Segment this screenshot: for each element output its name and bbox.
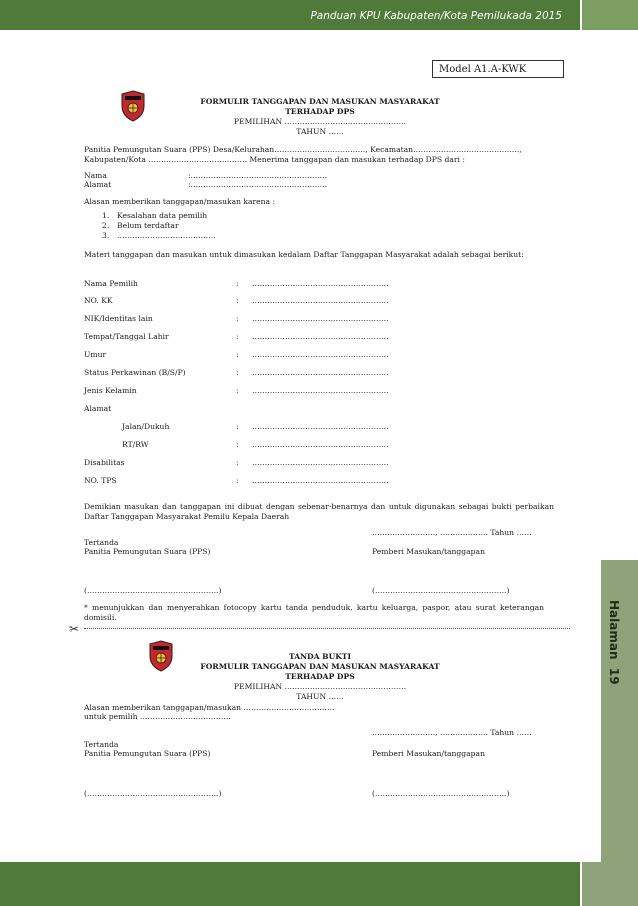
- field-dots: ………………………………………………: [252, 386, 389, 395]
- field-colon: :: [236, 350, 239, 359]
- receipt-date-line: ……………………., ………………. Tahun ……: [372, 728, 532, 737]
- field-dots: ………………………………………………: [252, 422, 389, 431]
- rtrw-label: RT/RW: [122, 440, 149, 449]
- notps-label: NO. TPS: [84, 476, 117, 485]
- field-colon: :: [236, 296, 239, 305]
- form-title-2: TERHADAP DPS: [285, 107, 355, 116]
- field-colon: :: [236, 458, 239, 467]
- reason-num: 1.: [102, 211, 110, 220]
- field-dots: ………………………………………………: [252, 476, 389, 485]
- footer-tab: [582, 862, 638, 906]
- nama-label: Nama: [84, 171, 107, 180]
- pps-label: Panitia Pemungutan Suara (PPS): [84, 547, 211, 556]
- jalan-label: Jalan/Dukuh: [122, 422, 170, 431]
- page-number: 19: [607, 667, 621, 685]
- receipt-line-1: Alasan memberikan tanggapan/masukan ………………………………: [84, 703, 335, 712]
- reason-text: Belum terdaftar: [117, 221, 179, 230]
- form-tahun: TAHUN ……: [296, 127, 344, 136]
- field-colon: :: [236, 279, 239, 288]
- reason-text: …………………………………: [117, 231, 216, 240]
- materi-text: Materi tanggapan dan masukan untuk dimasukan kedalam Daftar Tanggapan Masyarakat adalah sebagai berikut:: [84, 250, 524, 259]
- alamat-value: :………………………………………………: [188, 180, 328, 189]
- field-label: Status Perkawinan (B/S/P): [84, 368, 186, 377]
- field-label: NIK/Identitas lain: [84, 314, 153, 323]
- field-colon: :: [236, 440, 239, 449]
- page-label: Halaman: [607, 600, 621, 660]
- field-colon: :: [236, 332, 239, 341]
- receipt-title-0: TANDA BUKTI: [288, 652, 352, 661]
- field-dots: ………………………………………………: [252, 368, 389, 377]
- page-number-label: [607, 600, 621, 685]
- form-intro-2: Kabupaten/Kota ………………………………… Menerima tanggapan dan masukan terhadap DPS dari :: [84, 155, 465, 164]
- field-dots: ………………………………………………: [252, 458, 389, 467]
- form-intro-1: Panitia Pemungutan Suara (PPS) Desa/Kelurahan………………………………, Kecamatan……………………………………,: [84, 145, 522, 154]
- tertanda: Tertanda: [84, 538, 119, 547]
- form-title-1: FORMULIR TANGGAPAN DAN MASUKAN MASYARAKAT: [200, 97, 440, 106]
- alasan-intro: Alasan memberikan tanggapan/masukan karena :: [84, 197, 276, 206]
- footer-bar: [0, 862, 580, 906]
- alamat-label: Alamat: [84, 180, 112, 189]
- receipt-tertanda: Tertanda: [84, 740, 119, 749]
- field-dots: ………………………………………………: [252, 332, 389, 341]
- receipt-signature-pps: (…………………………………………….): [84, 789, 222, 798]
- receipt-signature-pemberi: (…………………………………………….): [372, 789, 510, 798]
- scissors-icon: ✂: [69, 622, 80, 636]
- receipt-tahun: TAHUN ……: [296, 692, 344, 701]
- kpu-logo-icon: [120, 90, 146, 122]
- field-colon: :: [236, 368, 239, 377]
- alamat-heading: Alamat: [84, 404, 112, 413]
- field-label: Jenis Kelamin: [84, 386, 137, 395]
- receipt-title-1: FORMULIR TANGGAPAN DAN MASUKAN MASYARAKAT: [200, 662, 440, 671]
- cut-line: [84, 628, 570, 629]
- model-code-box: Model A1.A-KWK: [432, 60, 564, 78]
- header-title: Panduan KPU Kabupaten/Kota Pemilukada 2015: [310, 10, 562, 22]
- date-line: ……………………., ………………. Tahun ……: [372, 528, 532, 537]
- field-label: Tempat/Tanggal Lahir: [84, 332, 169, 341]
- field-dots: ………………………………………………: [252, 296, 389, 305]
- receipt-pemberi-label: Pemberi Masukan/tanggapan: [372, 749, 485, 758]
- field-colon: :: [236, 386, 239, 395]
- reason-num: 3.: [102, 231, 110, 240]
- header-tab: [582, 0, 638, 30]
- footnote: * menunjukkan dan menyerahkan fotocopy kartu tanda penduduk, kartu keluarga, paspor, atau surat keterangan domisili.: [84, 603, 544, 622]
- reason-num: 2.: [102, 221, 110, 230]
- field-colon: :: [236, 476, 239, 485]
- field-dots: ………………………………………………: [252, 279, 389, 288]
- field-label: Umur: [84, 350, 107, 359]
- pemberi-label: Pemberi Masukan/tanggapan: [372, 547, 485, 556]
- reason-text: Kesalahan data pemilih: [117, 211, 208, 220]
- field-dots: ………………………………………………: [252, 440, 389, 449]
- signature-pps: (…………………………………………….): [84, 586, 222, 595]
- field-label: Nama Pemilih: [84, 279, 138, 288]
- receipt-pps-label: Panitia Pemungutan Suara (PPS): [84, 749, 211, 758]
- disabilitas-label: Disabilitas: [84, 458, 125, 467]
- field-dots: ………………………………………………: [252, 350, 389, 359]
- signature-pemberi: (…………………………………………….): [372, 586, 510, 595]
- receipt-pemilihan: PEMILIHAN …………………………………………: [233, 682, 407, 691]
- field-dots: ………………………………………………: [252, 314, 389, 323]
- field-label: NO. KK: [84, 296, 113, 305]
- receipt-title-2: TERHADAP DPS: [285, 672, 355, 681]
- field-colon: :: [236, 422, 239, 431]
- receipt-line-2: untuk pemilih ………………………………: [84, 712, 232, 721]
- closing-text: Demikian masukan dan tanggapan ini dibuat dengan sebenar-benarnya dan untuk digunakan sebagai bukti perbaikan Daftar Tanggapan Masyarakat Pemilu Kepala Daerah: [84, 502, 554, 521]
- field-colon: :: [236, 314, 239, 323]
- form-pemilihan: PEMILIHAN …………………………………………: [233, 117, 407, 126]
- nama-value: :………………………………………………: [188, 171, 328, 180]
